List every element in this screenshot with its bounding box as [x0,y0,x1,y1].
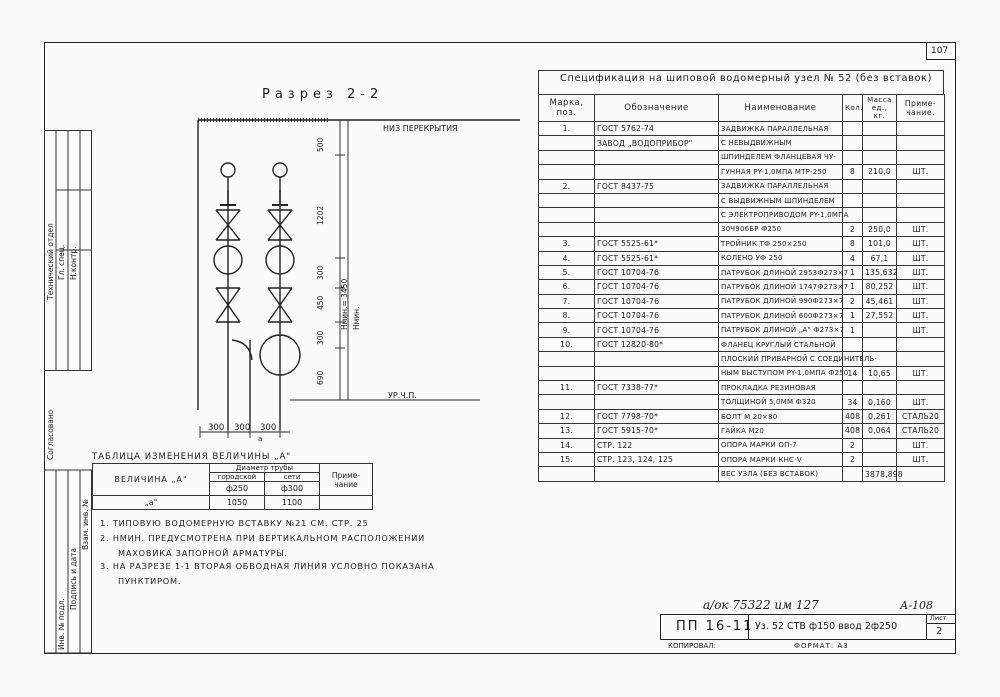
spec-cell-mark: 10. [539,337,595,351]
stamp-handwritten-2: А-108 [900,599,934,612]
dim-h: Hмин. [352,306,361,330]
spec-row [539,337,945,351]
stamp-code: ПП 16-11 [676,619,754,634]
stamp-divider-3 [926,623,956,624]
spec-cell-note: ШТ. [897,395,945,409]
spec-cell-note: ШТ. [897,309,945,323]
spec-cell-mark: 14. [539,438,595,452]
spec-cell-mark: 1. [539,122,595,136]
spec-cell-mass: 250,0 [863,222,897,236]
spec-cell-mass: 0,064 [863,424,897,438]
spec-cell-note: ШТ. [897,294,945,308]
bottom-dim-3: 300 [260,423,277,433]
spec-cell-name: ОПОРА МАРКИ КНС-V [719,452,843,466]
spec-cell-mark [539,150,595,164]
spec-cell-designation [595,165,719,179]
spec-cell-note: ШТ. [897,280,945,294]
dim-690: 690 [316,370,325,385]
spec-cell-note [897,150,945,164]
spec-cell-mass [863,337,897,351]
dim-1202: 1202 [316,205,325,225]
spec-cell-designation: ГОСТ 10704-76 [595,294,719,308]
spec-cell-mark: 9. [539,323,595,337]
spec-row [539,452,945,466]
spec-cell-mark: 8. [539,309,595,323]
spec-cell-note: ШТ. [897,251,945,265]
dim-hmin: Hмин.= 3450 [340,278,349,330]
spec-cell-designation: ГОСТ 10704-76 [595,265,719,279]
spec-cell-note: ШТ. [897,438,945,452]
spec-cell-mass: 0,160 [863,395,897,409]
spec-cell-name: С НЕВЫДВИЖНЫМ [719,136,843,150]
spec-cell-qty: 34 [843,395,863,409]
spec-cell-mass: 45,461 [863,294,897,308]
ceiling-label: НИЗ ПЕРЕКРЫТИЯ [383,124,458,133]
spec-header-row [539,95,945,122]
spec-row [539,179,945,193]
spec-cell-note [897,467,945,481]
spec-cell-note: СТАЛЬ20 [897,409,945,423]
spec-cell-qty [843,179,863,193]
spec-cell-designation [595,467,719,481]
spec-cell-note [897,352,945,366]
spec-cell-note [897,122,945,136]
spec-cell-designation: ГОСТ 10704-76 [595,309,719,323]
spec-header-mark: Марка, поз. [539,95,595,122]
spec-cell-name: БОЛТ М 20×80 [719,409,843,423]
spec-row [539,136,945,150]
chg-v1: 1050 [210,496,265,510]
spec-cell-mass [863,150,897,164]
spec-body [539,122,945,482]
spec-cell-name: ФЛАНЕЦ КРУГЛЫЙ СТАЛЬНОЙ [719,337,843,351]
spec-cell-mark: 11. [539,381,595,395]
spec-cell-name: ШПИНДЕЛЕМ ФЛАНЦЕВАЯ ЧУ- [719,150,843,164]
spec-row [539,150,945,164]
spec-cell-mass [863,323,897,337]
side-dept: Технический отдел [46,223,55,300]
spec-cell-designation [595,395,719,409]
spec-cell-qty [843,467,863,481]
spec-cell-mark: 7. [539,294,595,308]
spec-cell-name: ВЕС УЗЛА (БЕЗ ВСТАВОК) [719,467,843,481]
note-2-cont: МАХОВИКА ЗАПОРНОЙ АРМАТУРЫ. [118,548,288,558]
spec-cell-designation [595,222,719,236]
spec-cell-qty [843,193,863,207]
spec-cell-mass [863,381,897,395]
spec-cell-qty: 1 [843,280,863,294]
spec-cell-mass: 10,65 [863,366,897,380]
spec-cell-designation: ГОСТ 5762-74 [595,122,719,136]
chg-v2: 1100 [265,496,320,510]
spec-cell-name: ПРОКЛАДКА РЕЗИНОВАЯ [719,381,843,395]
spec-cell-name: НЫМ ВЫСТУПОМ PY-1,0МПА Ф250 [719,366,843,380]
spec-cell-mark [539,208,595,222]
spec-cell-mass [863,193,897,207]
spec-cell-name: ТОЛЩИНОЙ 5,0ММ Ф320 [719,395,843,409]
spec-cell-mass: 101,0 [863,237,897,251]
stamp-handwritten: а/ок 75322 им 127 [703,598,819,612]
spec-cell-note [897,193,945,207]
spec-cell-mass: 67,1 [863,251,897,265]
spec-cell-name: С ЭЛЕКТРОПРИВОДОМ PY-1,0МПА [719,208,843,222]
spec-cell-designation: ЗАВОД „ВОДОПРИБОР" [595,136,719,150]
spec-cell-qty: 4 [843,251,863,265]
spec-cell-name: ЗАДВИЖКА ПАРАЛЛЕЛЬНАЯ [719,122,843,136]
spec-cell-designation: СТР. 122 [595,438,719,452]
spec-cell-qty: 408 [843,424,863,438]
side-sign: Подпись и дата [69,547,78,610]
spec-cell-designation [595,366,719,380]
spec-cell-mass [863,179,897,193]
spec-header-mass: Масса ед., кг. [863,95,897,122]
spec-cell-note: ШТ. [897,222,945,236]
spec-cell-note: ШТ. [897,237,945,251]
spec-row [539,294,945,308]
spec-cell-mark: 6. [539,280,595,294]
spec-cell-mark [539,366,595,380]
spec-cell-note: ШТ. [897,265,945,279]
spec-cell-mark: 4. [539,251,595,265]
floor-label: УР.Ч.П. [388,391,417,400]
spec-cell-mark [539,193,595,207]
spec-cell-qty: 1 [843,265,863,279]
spec-cell-qty: 1 [843,309,863,323]
spec-cell-note: СТАЛЬ20 [897,424,945,438]
dim-450: 450 [316,295,325,310]
spec-cell-qty: 2 [843,294,863,308]
section-title: Разрез 2-2 [262,87,384,102]
spec-row [539,409,945,423]
spec-cell-designation [595,208,719,222]
spec-cell-note [897,208,945,222]
chg-d1: ф250 [210,482,265,496]
spec-row [539,208,945,222]
spec-cell-mass [863,122,897,136]
chg-v-note [320,496,373,510]
stamp-format: ФОРМАТ: А3 [794,642,849,650]
spec-cell-qty [843,381,863,395]
note-1: 1. ТИПОВУЮ ВОДОМЕРНУЮ ВСТАВКУ №21 СМ. СТР. 25 [100,518,369,528]
spec-cell-name: С ВЫДВИЖНЫМ ШПИНДЕЛЕМ [719,193,843,207]
spec-cell-mass: 27,552 [863,309,897,323]
spec-cell-designation: СТР. 123, 124, 125 [595,452,719,466]
spec-row [539,309,945,323]
spec-cell-mark [539,165,595,179]
spec-cell-mass [863,208,897,222]
spec-table [538,94,945,482]
spec-title-underline [538,70,944,94]
page-number: 107 [931,46,949,56]
note-3: 3. НА РАЗРЕЗЕ 1-1 ВТОРАЯ ОБВОДНАЯ ЛИНИЯ УСЛОВНО ПОКАЗАНА [100,561,435,571]
dim-500: 500 [316,137,325,152]
spec-cell-designation: ГОСТ 8437-75 [595,179,719,193]
spec-cell-note: ШТ. [897,366,945,380]
chg-col1: ВЕЛИЧИНА „A" [93,464,210,496]
side-stamp-lines [44,130,92,654]
chg-sub2: сети [265,473,320,482]
stamp-divider-2 [926,614,927,640]
spec-row [539,193,945,207]
section-2-2-drawing [180,110,480,445]
spec-cell-note: ШТ. [897,452,945,466]
side-role2: Н.контр. [69,246,78,280]
spec-cell-note [897,381,945,395]
spec-cell-mark [539,467,595,481]
spec-cell-mark [539,352,595,366]
spec-cell-mass: 80,252 [863,280,897,294]
spec-cell-qty: 2 [843,438,863,452]
spec-cell-qty: 14 [843,366,863,380]
spec-row [539,122,945,136]
spec-cell-designation: ГОСТ 5915-70* [595,424,719,438]
spec-title: Спецификация на шиповой водомерный узел № 52 (без вставок) [560,73,932,84]
spec-cell-designation: ГОСТ 10704-76 [595,280,719,294]
stamp-sheet-label: Лист [930,614,947,622]
spec-header-note: Приме- чание. [897,95,945,122]
spec-cell-mark [539,395,595,409]
stamp-copied: КОПИРОВАЛ: [668,642,716,650]
spec-cell-designation: ГОСТ 7798-70* [595,409,719,423]
spec-cell-designation [595,150,719,164]
spec-cell-mark: 12. [539,409,595,423]
spec-cell-qty [843,122,863,136]
chg-col3: Приме- чание [320,464,373,496]
spec-cell-note [897,136,945,150]
spec-row [539,323,945,337]
spec-cell-name: 30Ч906БР Ф250 [719,222,843,236]
spec-row [539,265,945,279]
side-swap: Взам. инв. № [81,499,90,550]
spec-row [539,237,945,251]
bottom-dim-2: 300 [234,423,251,433]
spec-row [539,280,945,294]
spec-cell-name: ОПОРА МАРКИ ОП-7 [719,438,843,452]
spec-cell-qty: 8 [843,165,863,179]
spec-row [539,395,945,409]
spec-header-designation: Обозначение [595,95,719,122]
spec-cell-qty [843,150,863,164]
spec-cell-name: ПАТРУБОК ДЛИНОЙ 600Ф273×7 [719,309,843,323]
spec-cell-qty [843,337,863,351]
spec-cell-qty: 2 [843,452,863,466]
note-3-cont: ПУНКТИРОМ. [118,576,182,586]
spec-cell-note: ШТ. [897,323,945,337]
spec-cell-name: ТРОЙНИК ТФ 250×250 [719,237,843,251]
spec-cell-name: ПАТРУБОК ДЛИНОЙ „A" Ф273×7 [719,323,843,337]
spec-cell-qty: 2 [843,222,863,236]
spec-cell-note [897,337,945,351]
spec-cell-qty: 1 [843,323,863,337]
spec-cell-mark: 13. [539,424,595,438]
spec-header-qty: Кол. [843,95,863,122]
spec-row [539,366,945,380]
dim-300b: 300 [316,330,325,345]
spec-cell-name: ПАТРУБОК ДЛИНОЙ 990Ф273×7 [719,294,843,308]
page-number-box [926,42,956,60]
chg-d2: ф300 [265,482,320,496]
spec-cell-name: ГАЙКА М20 [719,424,843,438]
spec-row [539,251,945,265]
spec-cell-designation: ГОСТ 12820-80* [595,337,719,351]
spec-cell-mass: 3878,898 [863,467,897,481]
spec-cell-mark [539,136,595,150]
spec-row [539,222,945,236]
spec-row [539,165,945,179]
spec-cell-mark: 3. [539,237,595,251]
spec-cell-mass: 0,261 [863,409,897,423]
spec-row [539,438,945,452]
side-stamp-block [44,130,92,654]
spec-cell-mark: 5. [539,265,595,279]
spec-cell-qty: 408 [843,409,863,423]
spec-cell-name: КОЛЕНО УФ 250 [719,251,843,265]
spec-cell-note [897,179,945,193]
chg-sub1: городской [210,473,265,482]
spec-cell-mass: 135,632 [863,265,897,279]
spec-cell-mass [863,136,897,150]
spec-row [539,352,945,366]
spec-cell-name: ПАТРУБОК ДЛИНОЙ 2953Ф273×7 [719,265,843,279]
spec-cell-mass: 210,0 [863,165,897,179]
spec-cell-designation [595,352,719,366]
change-table [92,463,373,510]
spec-cell-designation [595,193,719,207]
dim-300a: 300 [316,265,325,280]
spec-row [539,467,945,481]
spec-cell-name: ЗАДВИЖКА ПАРАЛЛЕЛЬНАЯ [719,179,843,193]
spec-cell-name: ГУННАЯ PY-1,0МПА МТР-250 [719,165,843,179]
stamp-title: Уз. 52 СТВ ф150 ввод 2ф250 [755,621,898,632]
spec-cell-mass [863,452,897,466]
stamp-sheet-no: 2 [936,626,943,637]
spec-row [539,381,945,395]
spec-row [539,424,945,438]
spec-cell-designation: ГОСТ 5525-61* [595,237,719,251]
spec-header-name: Наименование [719,95,843,122]
spec-cell-mark: 15. [539,452,595,466]
spec-cell-mark [539,222,595,236]
spec-cell-mark: 2. [539,179,595,193]
bottom-dim-a: a [258,435,263,443]
chg-row-label: „a" [93,496,210,510]
side-inv: Инв. № подл. [57,598,66,650]
spec-cell-mass [863,438,897,452]
note-2: 2. HМИН. ПРЕДУСМОТРЕНА ПРИ ВЕРТИКАЛЬНОМ РАСПОЛОЖЕНИИ [100,533,426,543]
change-table-title: ТАБЛИЦА ИЗМЕНЕНИЯ ВЕЛИЧИНЫ „A" [92,452,292,462]
spec-cell-qty: 8 [843,237,863,251]
spec-cell-designation: ГОСТ 10704-76 [595,323,719,337]
spec-cell-note: ШТ. [897,165,945,179]
spec-cell-designation: ГОСТ 5525-61* [595,251,719,265]
chg-col2: Диаметр трубы [210,464,320,473]
spec-cell-designation: ГОСТ 7338-77* [595,381,719,395]
side-role1: Гл. спец. [57,244,66,280]
spec-cell-name: ПАТРУБОК ДЛИНОЙ 1747Ф273×7 [719,280,843,294]
spec-cell-qty [843,136,863,150]
spec-cell-name: ПЛОСКИЙ ПРИВАРНОЙ С СОЕДИНИТЕЛЬ- [719,352,843,366]
side-agreed: Согласовано [46,409,55,460]
bottom-dim-1: 300 [208,423,225,433]
